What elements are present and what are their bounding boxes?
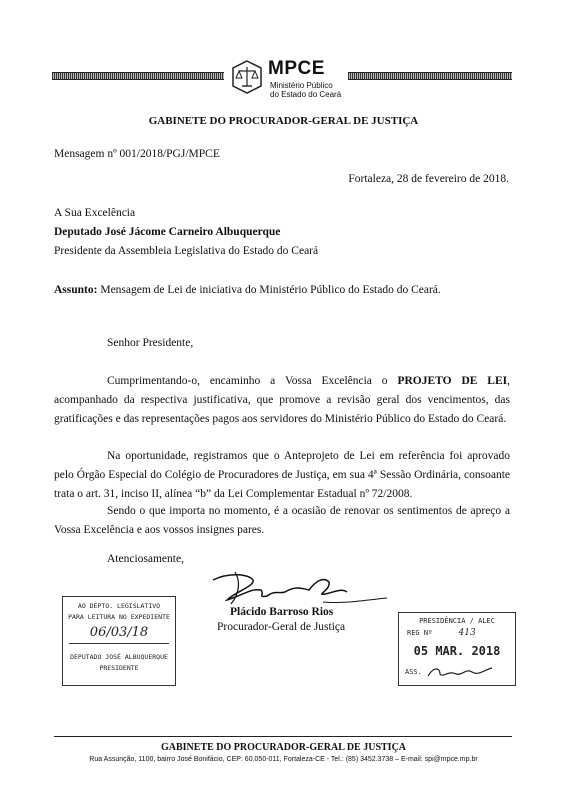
org-subtitle-1: Ministério Público <box>270 81 333 90</box>
org-name: MPCE <box>268 58 325 79</box>
header-rule-right <box>348 72 512 80</box>
stamp-left-line-3: DEPUTADO JOSÉ ALBUQUERQUE <box>70 653 168 661</box>
stamp-right-initials <box>426 664 496 680</box>
stamp-left-line-2: PARA LEITURA NO EXPEDIENTE <box>68 613 170 621</box>
recipient-salutation: A Sua Excelência <box>54 207 136 219</box>
stamp-right-sign-row <box>405 664 515 680</box>
paragraph-3: Sendo o que importa no momento, é a ocasião de renovar os sentimentos de apreço a Vossa Excelência e aos vossos insignes pares. <box>54 505 510 536</box>
footer-address: Rua Assunção, 1100, bairro José Bonifácio, CEP: 60.050-011, Fortaleza-CE - Tel.: (85) 3452.3738 – E-mail: spi@mpce.mp.br <box>89 756 478 763</box>
subject-line <box>54 283 441 297</box>
stamp-right-reg-row <box>407 628 515 638</box>
paragraph-2: Na oportunidade, registramos que o Anteprojeto de Lei em referência foi aprovado pelo Órgão Especial do Colégio de Procuradores de Justiça, em sua 4ª Sessão Ordinária, consoante trata o art. 31, inciso II, alínea “b” da Lei Complementar Estadual nº 72/2008. <box>54 450 510 500</box>
stamp-left-divider <box>69 643 169 644</box>
org-subtitle-2: do Estado do Ceará <box>270 90 342 99</box>
signatory-role: Procurador-Geral de Justiça <box>217 621 346 633</box>
paragraph-1-bold: PROJETO DE LEI <box>397 375 508 387</box>
footer-title: GABINETE DO PROCURADOR-GERAL DE JUSTIÇA <box>160 742 407 753</box>
signatory-name: Plácido Barroso Rios <box>230 606 334 618</box>
handwritten-signature <box>205 566 395 608</box>
subject-text: Mensagem de Lei de iniciativa do Ministério Público do Estado do Ceará. <box>97 284 441 296</box>
stamp-left-line-4: PRESIDENTE <box>99 664 139 672</box>
stamp-left-line-1: AO DEPTO. LEGISLATIVO <box>77 602 161 610</box>
greeting: Senhor Presidente, <box>107 337 194 349</box>
presidency-register-stamp <box>398 612 516 686</box>
paragraph-1 <box>54 372 510 429</box>
stamp-right-date: 05 MAR. 2018 <box>413 644 501 658</box>
message-reference: Mensagem nº 001/2018/PGJ/MPCE <box>54 148 220 160</box>
stamp-right-reg-label: REG Nº <box>407 629 433 637</box>
place-date: Fortaleza, 28 de fevereiro de 2018. <box>348 173 509 185</box>
recipient-role: Presidente da Assembleia Legislativa do Estado do Ceará <box>54 245 319 257</box>
office-title: GABINETE DO PROCURADOR-GERAL DE JUSTIÇA <box>148 115 419 127</box>
scales-of-justice-icon <box>230 60 264 94</box>
closing: Atenciosamente, <box>107 553 184 565</box>
paragraph-1-end: , acompanhado da respectiva justificativa, que promove a revisão geral dos vencimentos, das gratificações e das representações pagos aos servidores do Ministério Público do Estado do Ceará. <box>54 375 510 425</box>
footer-rule <box>54 736 512 737</box>
paragraph-1-start: Cumprimentando-o, encaminho a Vossa Excelência o <box>107 375 398 387</box>
stamp-right-line-1: PRESIDÊNCIA / ALEC <box>419 617 495 625</box>
subject-label: Assunto: <box>54 284 98 296</box>
recipient-name: Deputado José Jácome Carneiro Albuquerque <box>54 226 281 238</box>
stamp-right-reg-number: 413 <box>458 628 476 638</box>
header-rule-left <box>52 72 224 80</box>
mpce-logo <box>230 56 345 102</box>
stamp-left-date: 06/03/18 <box>89 625 149 640</box>
stamp-right-ass-label: ASS. <box>405 668 422 676</box>
legislative-dept-stamp <box>62 596 176 686</box>
